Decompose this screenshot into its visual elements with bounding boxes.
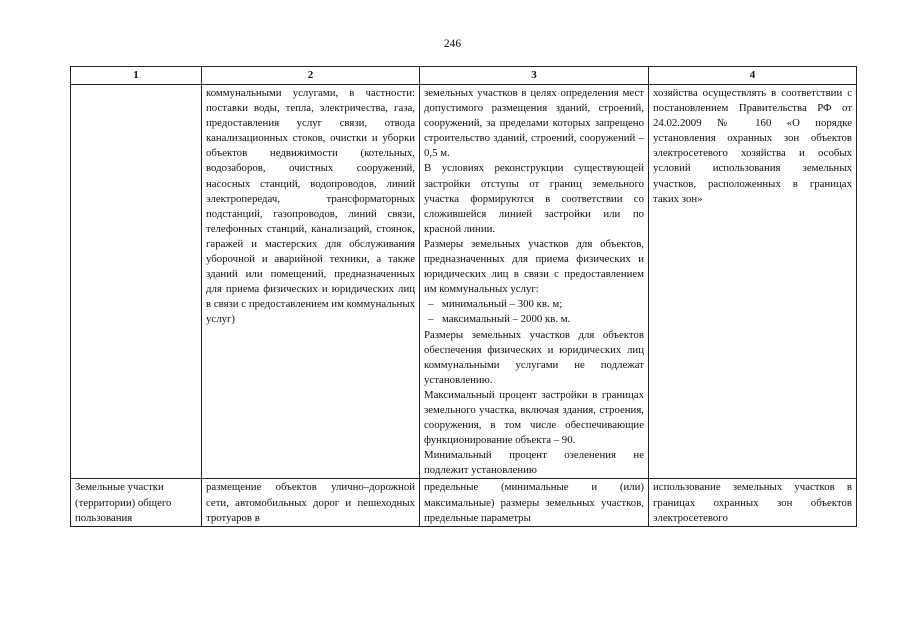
table-header-row [71,67,857,85]
page-number: 246 [443,38,462,50]
plot-size-paragraph: Размеры земельных участков для объектов, предназначенных для приема физических и юридических лиц в связи с предоставлением им коммунальных услуг: [424,237,644,296]
row1-col3-cell [420,85,649,479]
column-header-4: 4 [649,67,857,85]
row2-col3-cell: предельные (минимальные и (или) максимальные) размеры земельных участков, предельные параметры [420,479,649,526]
reconstruction-paragraph: В условиях реконструкции существующей застройки отступы от границ земельного участка формируются в соответствии со сложившейся линией застройки или по красной линии. [424,162,644,235]
row1-col2-cell: коммунальными услугами, в частности: поставки воды, тепла, электричества, газа, предоставления услуг связи, отвода канализационных стоков, очистки и уборки объектов недвижимости (котельных, водозаборов, очистных сооружений, насосных станций, водопроводов, линий электропередач, трансформаторных подстанций, газопроводов, линий связи, телефонных станций, канализаций, стоянок, гаражей и мастерских для обслуживания уборочной и аварийной техники, а также зданий или помещений, предназначенных для приема физических и юридических лиц в связи с предоставлением им коммунальных услуг) [202,85,420,479]
max-size-item: – максимальный – 2000 кв. м. [424,312,644,327]
column-header-2: 2 [202,67,420,85]
column-header-3: 3 [420,67,649,85]
not-established-paragraph: Размеры земельных участков для объектов обеспечения физических и юридических лиц коммунальными услугами не подлежат установлению. [424,328,644,386]
min-size-item: – минимальный – 300 кв. м; [424,297,644,312]
row1-col1-cell [71,85,202,479]
regulations-table [70,66,857,527]
row1-col4-cell: хозяйства осуществлять в соответствии с постановлением Правительства РФ от 24.02.2009 № 160 «О порядке установления охранных зон объектов электросетевого хозяйства и особых условий использования земельных участков, расположенных в границах таких зон» [649,85,857,479]
column-header-1: 1 [71,67,202,85]
row2-col2-cell: размещение объектов улично–дорожной сети, автомобильных дорог и пешеходных тротуаров в [202,479,420,526]
row2-col1-cell: Земельные участки (территории) общего пользования [71,479,202,526]
table-row [71,85,857,479]
setback-paragraph: земельных участков в целях определения мест допустимого размещения зданий, строений, сооружений, за пределами которых запрещено строительство зданий, строений, сооружений – 0,5 м. [424,87,644,160]
table-row [71,479,857,526]
row2-col4-cell: использование земельных участков в границах охранных зон объектов электросетевого [649,479,857,526]
max-coverage-paragraph: Максимальный процент застройки в границах земельного участка, включая здания, строения, сооружения, в том числе обеспечивающие функционирование объекта – 90. [424,388,644,447]
min-greening-paragraph: Минимальный процент озеленения не подлежит установлению [424,449,644,477]
